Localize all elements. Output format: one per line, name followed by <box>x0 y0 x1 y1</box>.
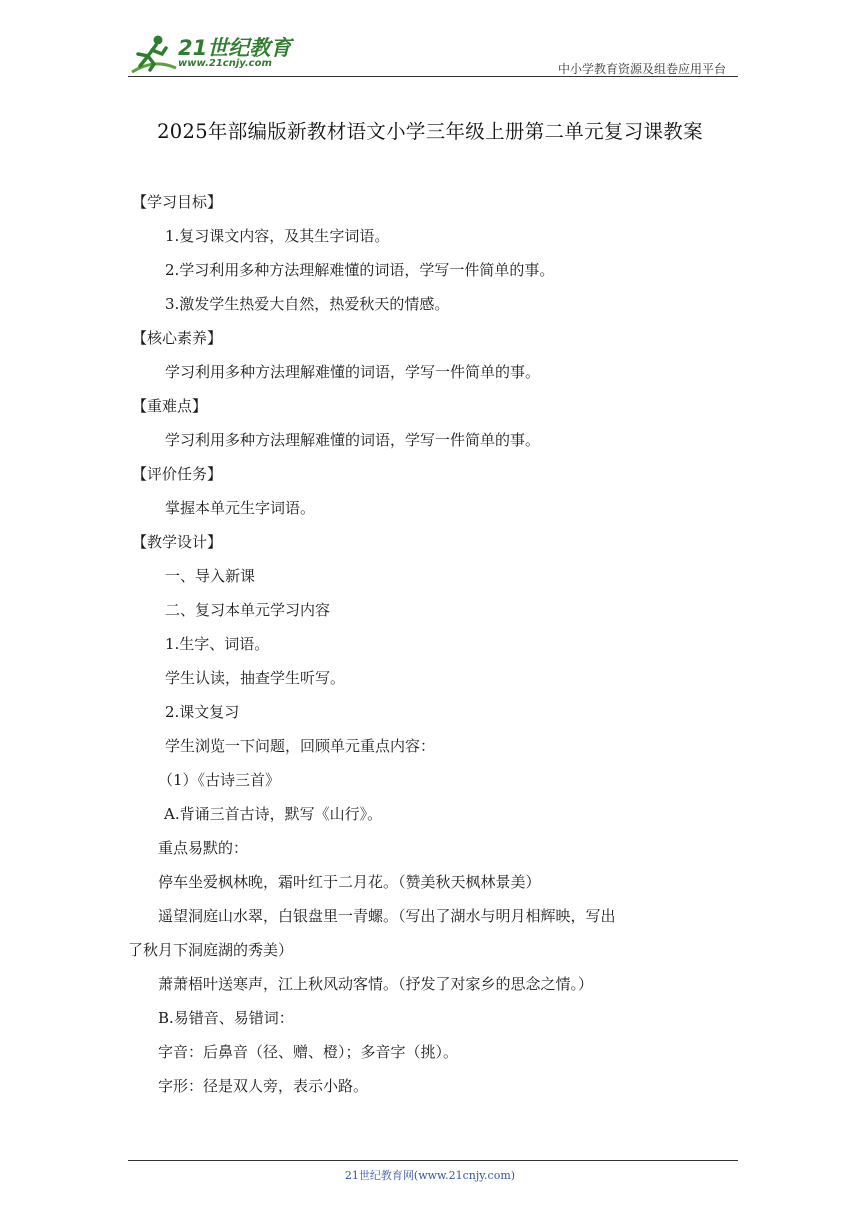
document-title: 2025年部编版新教材语文小学三年级上册第二单元复习课教案 <box>157 120 703 143</box>
paragraph: 重点易默的： <box>158 839 249 857</box>
paragraph: 学习利用多种方法理解难懂的词语，学写一件简单的事。 <box>165 363 541 381</box>
paragraph: 掌握本单元生字词语。 <box>165 499 316 517</box>
paragraph: A.背诵三首古诗，默写《山行》。 <box>164 805 383 823</box>
paragraph: 学习利用多种方法理解难懂的词语，学写一件简单的事。 <box>165 431 541 449</box>
logo-brand: 21世纪教育 <box>178 36 292 60</box>
header-tagline: 中小学教育资源及组卷应用平台 <box>557 62 726 76</box>
paragraph: 萧萧梧叶送寒声，江上秋风动客情。（抒发了对家乡的思念之情。） <box>158 975 594 993</box>
section-heading-design: 【教学设计】 <box>132 533 223 551</box>
paragraph: B.易错音、易错词： <box>158 1009 294 1027</box>
section-heading-objectives: 【学习目标】 <box>132 193 223 211</box>
section-heading-core-literacy: 【核心素养】 <box>132 329 223 347</box>
paragraph: 一、导入新课 <box>165 567 256 585</box>
page-header <box>128 30 738 78</box>
paragraph: 3.激发学生热爱大自然，热爱秋天的情感。 <box>165 295 450 313</box>
paragraph: 二、复习本单元学习内容 <box>165 601 331 619</box>
footer-divider <box>128 1160 738 1161</box>
header-divider <box>128 76 738 77</box>
section-heading-key-points: 【重难点】 <box>132 397 208 415</box>
footer-link[interactable]: 21世纪教育网(www.21cnjy.com) <box>344 1169 516 1182</box>
paragraph: 停车坐爱枫林晚，霜叶红于二月花。（赞美秋天枫林景美） <box>158 873 541 891</box>
paragraph: 学生浏览一下问题，回顾单元重点内容： <box>165 737 436 755</box>
paragraph: 1.生字、词语。 <box>165 635 270 653</box>
logo-url: www.21cnjy.com <box>178 58 272 69</box>
section-heading-evaluation: 【评价任务】 <box>132 465 223 483</box>
paragraph: 1.复习课文内容，及其生字词语。 <box>165 227 390 245</box>
paragraph: 了秋月下洞庭湖的秀美） <box>128 941 294 959</box>
paragraph: 字形：径是双人旁，表示小路。 <box>158 1077 369 1095</box>
paragraph: 学生认读，抽查学生听写。 <box>165 669 346 687</box>
paragraph: 遥望洞庭山水翠，白银盘里一青螺。（写出了湖水与明月相辉映，写出 <box>158 907 616 925</box>
paragraph: 字音：后鼻音（径、赠、橙）；多音字（挑）。 <box>158 1043 459 1061</box>
paragraph: 2.课文复习 <box>165 703 240 721</box>
paragraph: （1）《古诗三首》 <box>158 771 281 789</box>
paragraph: 2.学习利用多种方法理解难懂的词语，学写一件简单的事。 <box>165 261 555 279</box>
